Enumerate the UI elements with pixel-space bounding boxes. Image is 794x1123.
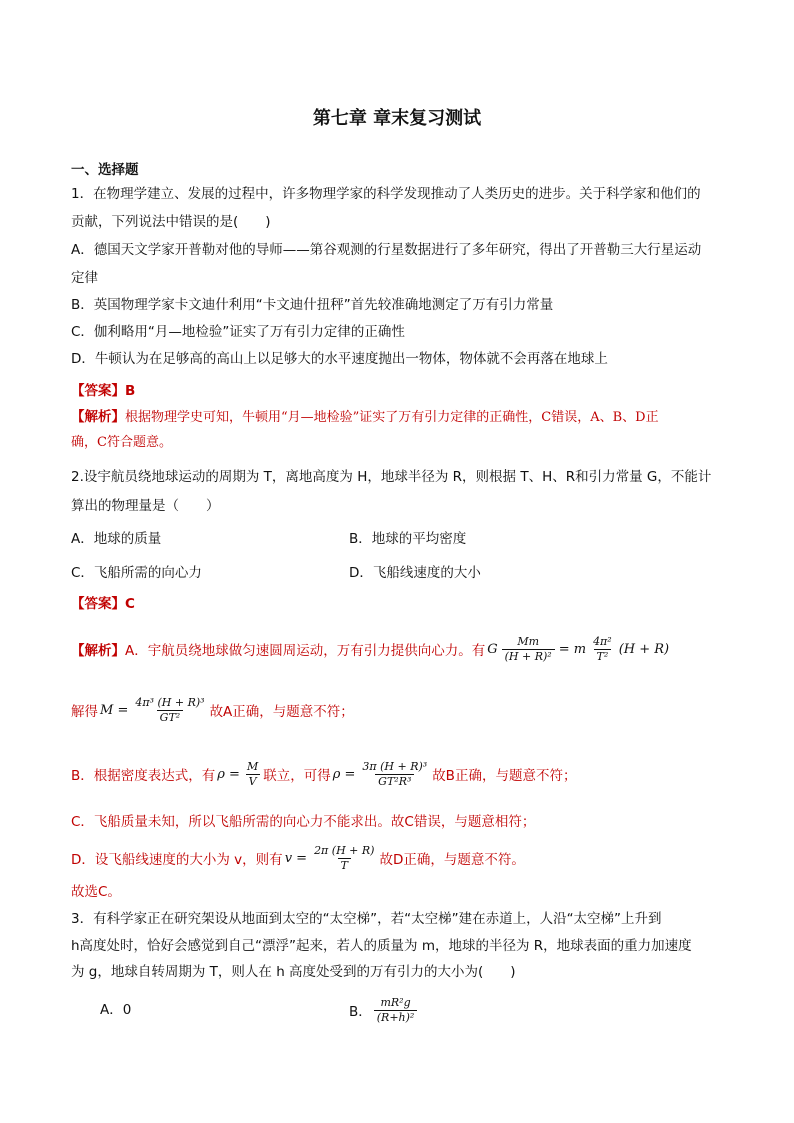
q3-option-b-fraction: $\frac{\text{mR²g}}{\text{(R+h)²}}$ — [374, 996, 418, 1025]
velocity-fraction: $\frac{2\pi (H + R)}{T}$ — [314, 843, 375, 872]
q2-analysis-a-text: A．宇航员绕地球做匀速圆周运动，万有引力提供向心力。有 — [125, 643, 486, 659]
q2-analysis-d: D．设飞船线速度的大小为 v，则有 v = $\frac{2\pi (H + R)}{T}$ 故D正确，与题意不符。 — [71, 843, 525, 872]
q3-option-b — [349, 988, 419, 1032]
q1-analysis-line1 — [71, 407, 659, 428]
q3-stem-line3: 为 g，地球自转周期为 T，则人在 h 高度处受到的万有引力的大小为( ) — [71, 964, 516, 980]
q2-analysis-a-solution: 解得 M = $\frac{\text{4π³ (H + R)³}}{\text{GT²}}$ 故A正确，与题意不符； — [71, 695, 354, 724]
q1-stem-line2: 贡献，下列说法中错误的是( ) — [71, 214, 271, 230]
analysis-b-suffix: 故B正确，与题意不符； — [432, 768, 577, 784]
q2-analysis-b: B．根据密度表达式，有 ρ = $\frac{M}{V}$ 联立，可得 ρ = $\frac{\text{3π (H + R)³}}{\text{GT²R³}}$ 故B正确，与题意不符； — [71, 759, 577, 788]
q2-option-c: C．飞船所需的向心力 — [71, 565, 202, 581]
q2-option-a: A．地球的质量 — [71, 531, 162, 547]
q1-analysis-tag: 【解析】 — [71, 409, 125, 425]
density-fraction: $\frac{M}{V}$ — [246, 759, 259, 788]
solution-suffix: 故A正确，与题意不符； — [209, 704, 354, 720]
q1-option-c: C．伽利略用“月—地检验”证实了万有引力定律的正确性 — [71, 324, 405, 340]
q2-analysis-tag: 【解析】 — [71, 643, 125, 659]
q1-stem-line1: 1．在物理学建立、发展的过程中，许多物理学家的科学发现推动了人类历史的进步。关于科学家和他们的 — [71, 186, 701, 202]
q2-analysis-a: 【解析】 A．宇航员绕地球做匀速圆周运动，万有引力提供向心力。有 G $\frac{Mm}{\text{(H + R)²}}$ = m $\frac{\text{4π²}}{\text{T²}}$ (H + R) — [71, 634, 670, 663]
analysis-b-mid: 联立，可得 — [263, 768, 331, 784]
analysis-b-prefix: B．根据密度表达式，有 — [71, 768, 216, 784]
centripetal-fraction: $\frac{\text{4π²}}{\text{T²}}$ — [593, 634, 612, 663]
section-heading: 一、选择题 — [71, 162, 139, 178]
q2-stem-line1: 2.设宇航员绕地球运动的周期为 T，离地高度为 H，地球半径为 R，则根据 T、H、R和引力常量 G，不能计 — [71, 469, 712, 485]
q2-answer: 【答案】C — [71, 596, 135, 612]
q1-option-d: D．牛顿认为在足够高的高山上以足够大的水平速度抛出一物体，物体就不会再落在地球上 — [71, 351, 608, 367]
q1-option-a-line1: A．德国天文学家开普勒对他的导师——第谷观测的行星数据进行了多年研究，得出了开普勒三大行星运动 — [71, 242, 702, 258]
q3-stem-line1: 3．有科学家正在研究架设从地面到太空的“太空梯”，若“太空梯”建在赤道上，人沿“太空梯”上升到 — [71, 911, 662, 927]
page-title: 第七章 章末复习测试 — [312, 108, 482, 129]
q2-conclusion: 故选C。 — [71, 884, 121, 900]
solution-prefix: 解得 — [71, 704, 98, 720]
q3-stem-line2: h高度处时，恰好会感觉到自己“漂浮”起来，若人的质量为 m，地球的半径为 R，地球表面的重力加速度 — [71, 938, 692, 954]
density-result-fraction: $\frac{\text{3π (H + R)³}}{\text{GT²R³}}$ — [362, 759, 428, 788]
q1-option-b: B．英国物理学家卡文迪什利用“卡文迪什扭秤”首先较准确地测定了万有引力常量 — [71, 297, 554, 313]
q3-option-a: A．0 — [100, 1002, 132, 1018]
mass-fraction: $\frac{\text{4π³ (H + R)³}}{\text{GT²}}$ — [135, 695, 205, 724]
analysis-d-prefix: D．设飞船线速度的大小为 v，则有 — [71, 852, 283, 868]
gravity-fraction: $\frac{Mm}{\text{(H + R)²}}$ — [502, 635, 555, 664]
analysis-d-suffix: 故D正确，与题意不符。 — [379, 852, 525, 868]
q1-option-a-line2: 定律 — [71, 270, 98, 286]
q2-analysis-c: C．飞船质量未知，所以飞船所需的向心力不能求出。故C错误，与题意相符； — [71, 814, 536, 830]
q1-answer: 【答案】B — [71, 383, 136, 399]
q1-analysis-text1: 根据物理学史可知，牛顿用“月—地检验”证实了万有引力定律的正确性，C错误，A、B、D正 — [125, 410, 659, 425]
q2-option-b: B．地球的平均密度 — [349, 531, 467, 547]
q3-option-b-label: B． — [349, 1004, 372, 1020]
q2-stem-line2: 算出的物理量是（ ） — [71, 498, 220, 514]
q2-option-d: D．飞船线速度的大小 — [349, 565, 481, 581]
q1-analysis-line2: 确，C符合题意。 — [71, 435, 172, 450]
